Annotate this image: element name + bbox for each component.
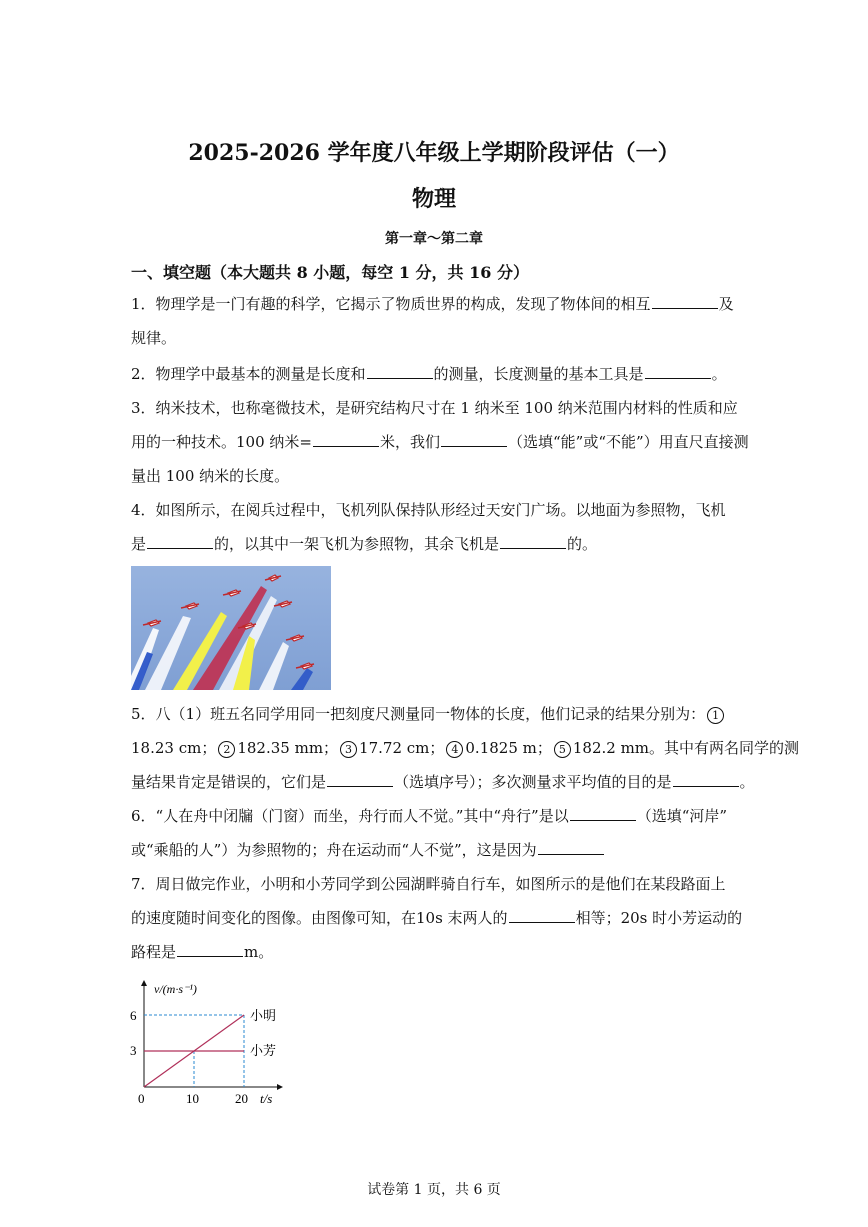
x-tick-label-10: 10 [186,1091,199,1106]
q3-text-2: 用的一种技术。100 纳米= [131,433,312,451]
answer-blank [509,908,575,923]
question-1-line-1 [131,294,734,314]
answer-blank [652,294,718,309]
question-7-line-3 [131,942,273,962]
q6-text-3: 或“乘船的人”）为参照物的；舟在运动而“人不觉”，这是因为 [131,841,537,859]
answer-blank [367,364,433,379]
series-label-xiaofang: 小芳 [250,1044,277,1059]
q7-text: 7．周日做完作业，小明和小芳同学到公园湖畔骑自行车，如图所示的是他们在某段路面上 [131,875,726,893]
q5-value: 0.1825 m； [465,739,552,757]
q5-text-3: 量结果肯定是错误的，它们是 [131,773,327,791]
q4-text-3: 的，以其中一架飞机为参照物，其余飞机是 [214,535,500,553]
q1-text-3: 规律。 [131,329,177,347]
subject-title: 物理 [411,186,456,212]
q2-text-2: 的测量，长度测量的基本工具是 [433,365,644,383]
question-7-line-1 [131,874,726,894]
x-tick-label-20: 20 [235,1091,248,1106]
y-tick-label-6: 6 [130,1008,137,1023]
q5-value: 17.72 cm； [359,739,445,757]
aircraft-formation-photo [131,566,331,690]
answer-blank [500,534,566,549]
section-heading: 一、填空题（本大题共 8 小题，每空 1 分，共 16 分） [131,263,529,282]
q7-text-3: 相等；20s 时小芳运动的 [575,909,743,927]
circled-number: 5 [554,741,571,758]
circled-number: 2 [218,741,235,758]
answer-blank [538,840,604,855]
x-axis-label: t/s [260,1091,273,1106]
circled-number: 1 [707,707,724,724]
answer-blank [313,432,379,447]
y-axis-label: v/(m·s⁻¹) [154,982,197,996]
q5-value: 18.23 cm； [131,739,217,757]
question-5-line-3 [131,772,755,792]
question-4-line-2 [131,534,597,554]
q7-text-2: 的速度随时间变化的图像。由图像可知，在10s 末两人的 [131,909,508,927]
answer-blank [673,772,739,787]
q1-text: 1．物理学是一门有趣的科学，它揭示了物质世界的构成，发现了物体间的相互 [131,295,651,313]
question-3-line-2 [131,432,749,452]
q5-text-2: 。其中有两名同学的测 [649,739,800,757]
answer-blank [177,942,243,957]
q1-text-2: 及 [718,295,734,313]
exam-title: 2025-2026 学年度八年级上学期阶段评估（一） [188,140,680,166]
chapter-range: 第一章～第二章 [385,231,483,247]
page-footer: 试卷第 1 页，共 6 页 [367,1182,501,1198]
q7-text-5: m。 [244,943,274,961]
q3-text: 3．纳米技术，也称毫微技术，是研究结构尺寸在 1 纳米至 100 纳米范围内材料的性质和应 [131,399,738,417]
answer-blank [645,364,711,379]
q4-text-2: 是 [131,535,147,553]
q2-text: 2．物理学中最基本的测量是长度和 [131,365,366,383]
question-3-line-3 [131,466,289,486]
q5-text-4: （选填序号）；多次测量求平均值的目的是 [394,773,672,791]
q6-text-2: （选填“河岸” [636,807,728,825]
origin-label: 0 [138,1091,145,1106]
answer-blank [327,772,393,787]
q3-text-3: 米，我们 [379,433,440,451]
question-4-line-1 [131,500,726,520]
q2-text-3: 。 [711,365,727,383]
q5-value: 182.35 mm； [237,739,339,757]
question-7-line-2 [131,908,742,928]
q5-value: 182.2 mm [572,739,650,757]
q5-text: 5．八（1）班五名同学用同一把刻度尺测量同一物体的长度，他们记录的结果分别为： [131,705,706,723]
y-tick-label-3: 3 [130,1043,137,1058]
question-3-line-1 [131,398,738,418]
question-1-line-2 [131,328,176,348]
question-2 [131,364,727,384]
q4-text-4: 的。 [567,535,598,553]
q7-text-4: 路程是 [131,943,177,961]
series-label-xiaoming: 小明 [250,1009,277,1024]
question-6-line-1 [131,806,727,826]
circled-number: 4 [446,741,463,758]
q3-text-5: 量出 100 纳米的长度。 [131,467,290,485]
answer-blank [147,534,213,549]
answer-blank [441,432,507,447]
velocity-time-graph [120,975,310,1110]
question-5-line-2 [131,738,799,758]
q4-text: 4．如图所示，在阅兵过程中，飞机列队保持队形经过天安门广场。以地面为参照物，飞机 [131,501,726,519]
q3-text-4: （选填“能”或“不能”）用直尺直接测 [507,433,749,451]
question-6-line-2 [131,840,605,860]
q6-text: 6．“人在舟中闭牖（门窗）而坐，舟行而人不觉。”其中“舟行”是以 [131,807,569,825]
q5-text-5: 。 [739,773,755,791]
circled-number: 3 [340,741,357,758]
question-5-line-1 [131,704,726,724]
answer-blank [570,806,636,821]
